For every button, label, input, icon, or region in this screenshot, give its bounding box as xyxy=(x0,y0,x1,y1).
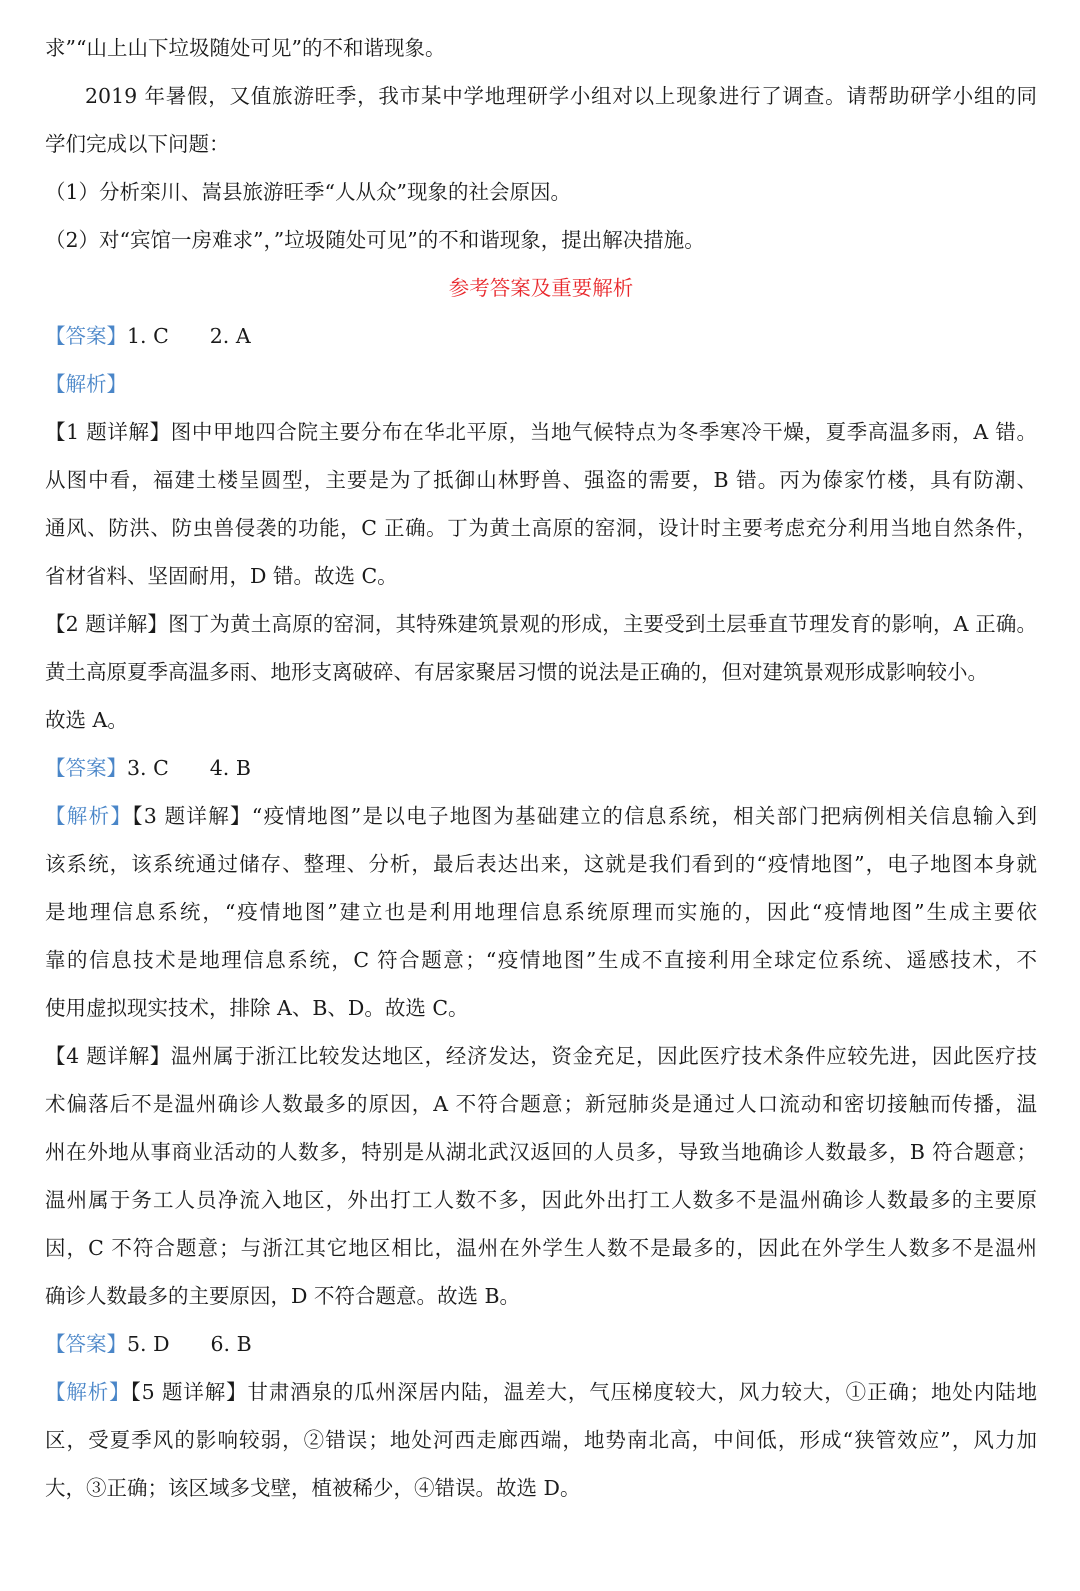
line-text: 是地理信息系统，“疫情地图”建立也是利用地理信息系统原理而实施的，因此“疫情地图”生成主要依 xyxy=(45,900,1037,924)
text-line xyxy=(45,408,1037,456)
text-line xyxy=(45,168,1037,216)
answer-label: 【解析】 xyxy=(45,372,127,396)
text-line xyxy=(45,360,1037,408)
section-heading xyxy=(45,264,1037,312)
text-line xyxy=(45,792,1037,840)
text-line xyxy=(45,1176,1037,1224)
document-body xyxy=(45,24,1037,1512)
text-line xyxy=(45,504,1037,552)
text-line xyxy=(45,216,1037,264)
answer-label: 【答案】 xyxy=(45,756,127,780)
line-text: （1）分析栾川、嵩县旅游旺季“人从众”现象的社会原因。 xyxy=(45,180,572,204)
text-line xyxy=(45,1320,1037,1368)
answer-label: 【解析】 xyxy=(45,804,133,828)
line-text: 省材省料、坚固耐用，D 错。故选 C。 xyxy=(45,564,398,588)
line-text: 靠的信息技术是地理信息系统，C 符合题意；“疫情地图”生成不直接利用全球定位系统、遥感技术，不 xyxy=(45,948,1037,972)
line-text: 使用虚拟现实技术，排除 A、B、D。故选 C。 xyxy=(45,996,469,1020)
line-text: 【5 题详解】甘肃酒泉的瓜州深居内陆，温差大，气压梯度较大，风力较大，①正确；地处内陆地 xyxy=(130,1380,1037,1404)
line-text: 区，受夏季风的影响较弱，②错误；地处河西走廊西端，地势南北高，中间低，形成“狭管效应”，风力加 xyxy=(45,1428,1037,1452)
text-line xyxy=(45,936,1037,984)
line-text: 【3 题详解】“疫情地图”是以电子地图为基础建立的信息系统，相关部门把病例相关信息输入到 xyxy=(132,804,1037,828)
line-text: 【2 题详解】图丁为黄土高原的窑洞，其特殊建筑景观的形成，主要受到土层垂直节理发育的影响，A 正确。 xyxy=(45,612,1037,636)
line-text: 求”“山上山下垃圾随处可见”的不和谐现象。 xyxy=(45,36,446,60)
text-line xyxy=(45,1224,1037,1272)
answer-label: 【解析】 xyxy=(45,1380,131,1404)
text-line xyxy=(45,744,1037,792)
line-text: 从图中看，福建土楼呈圆型，主要是为了抵御山林野兽、强盗的需要，B 错。丙为傣家竹楼，具有防潮、 xyxy=(45,468,1037,492)
line-text: 州在外地从事商业活动的人数多，特别是从湖北武汉返回的人员多，导致当地确诊人数最多，B 符合题意； xyxy=(45,1140,1037,1164)
text-line xyxy=(45,1128,1037,1176)
text-line xyxy=(45,312,1037,360)
line-text: 大，③正确；该区域多戈壁，植被稀少，④错误。故选 D。 xyxy=(45,1476,581,1500)
text-line xyxy=(45,840,1037,888)
text-line xyxy=(45,1272,1037,1320)
line-text: 故选 A。 xyxy=(45,708,128,732)
line-text: 5. D 6. B xyxy=(127,1332,252,1356)
text-line xyxy=(45,72,1037,120)
text-line xyxy=(45,696,1037,744)
line-text: 黄土高原夏季高温多雨、地形支离破碎、有居家聚居习惯的说法是正确的，但对建筑景观形成影响较小。 xyxy=(45,660,988,684)
text-line xyxy=(45,1080,1037,1128)
text-line xyxy=(45,1416,1037,1464)
text-line xyxy=(45,1032,1037,1080)
text-line xyxy=(45,600,1037,648)
line-text: 确诊人数最多的主要原因，D 不符合题意。故选 B。 xyxy=(45,1284,521,1308)
answer-label: 【答案】 xyxy=(45,324,127,348)
text-line xyxy=(45,456,1037,504)
text-line xyxy=(45,648,1037,696)
line-text: 该系统，该系统通过储存、整理、分析，最后表达出来，这就是我们看到的“疫情地图”，电子地图本身就 xyxy=(45,852,1037,876)
line-text: 因，C 不符合题意；与浙江其它地区相比，温州在外学生人数不是最多的，因此在外学生人数多不是温州 xyxy=(45,1236,1037,1260)
line-text: 【1 题详解】图中甲地四合院主要分布在华北平原，当地气候特点为冬季寒冷干燥，夏季高温多雨，A 错。 xyxy=(45,420,1037,444)
text-line xyxy=(45,120,1037,168)
line-text: 3. C 4. B xyxy=(127,756,251,780)
line-text: 2019 年暑假，又值旅游旺季，我市某中学地理研学小组对以上现象进行了调查。请帮助研学小组的同 xyxy=(85,84,1037,108)
line-text: 学们完成以下问题： xyxy=(45,132,230,156)
line-text: 通风、防洪、防虫兽侵袭的功能，C 正确。丁为黄土高原的窑洞，设计时主要考虑充分利用当地自然条件， xyxy=(45,516,1037,540)
line-text: 1. C 2. A xyxy=(127,324,251,348)
line-text: 温州属于务工人员净流入地区，外出打工人数不多，因此外出打工人数多不是温州确诊人数最多的主要原 xyxy=(45,1188,1037,1212)
text-line xyxy=(45,1368,1037,1416)
text-line xyxy=(45,984,1037,1032)
text-line xyxy=(45,888,1037,936)
text-line xyxy=(45,1464,1037,1512)
line-text: 参考答案及重要解析 xyxy=(448,276,634,300)
line-text: 【4 题详解】温州属于浙江比较发达地区，经济发达，资金充足，因此医疗技术条件应较先进，因此医疗技 xyxy=(45,1044,1037,1068)
line-text: 术偏落后不是温州确诊人数最多的原因，A 不符合题意；新冠肺炎是通过人口流动和密切接触而传播，温 xyxy=(45,1092,1037,1116)
line-text: （2）对“宾馆一房难求”，”垃圾随处可见”的不和谐现象，提出解决措施。 xyxy=(45,228,705,252)
answer-label: 【答案】 xyxy=(45,1332,127,1356)
text-line xyxy=(45,24,1037,72)
text-line xyxy=(45,552,1037,600)
